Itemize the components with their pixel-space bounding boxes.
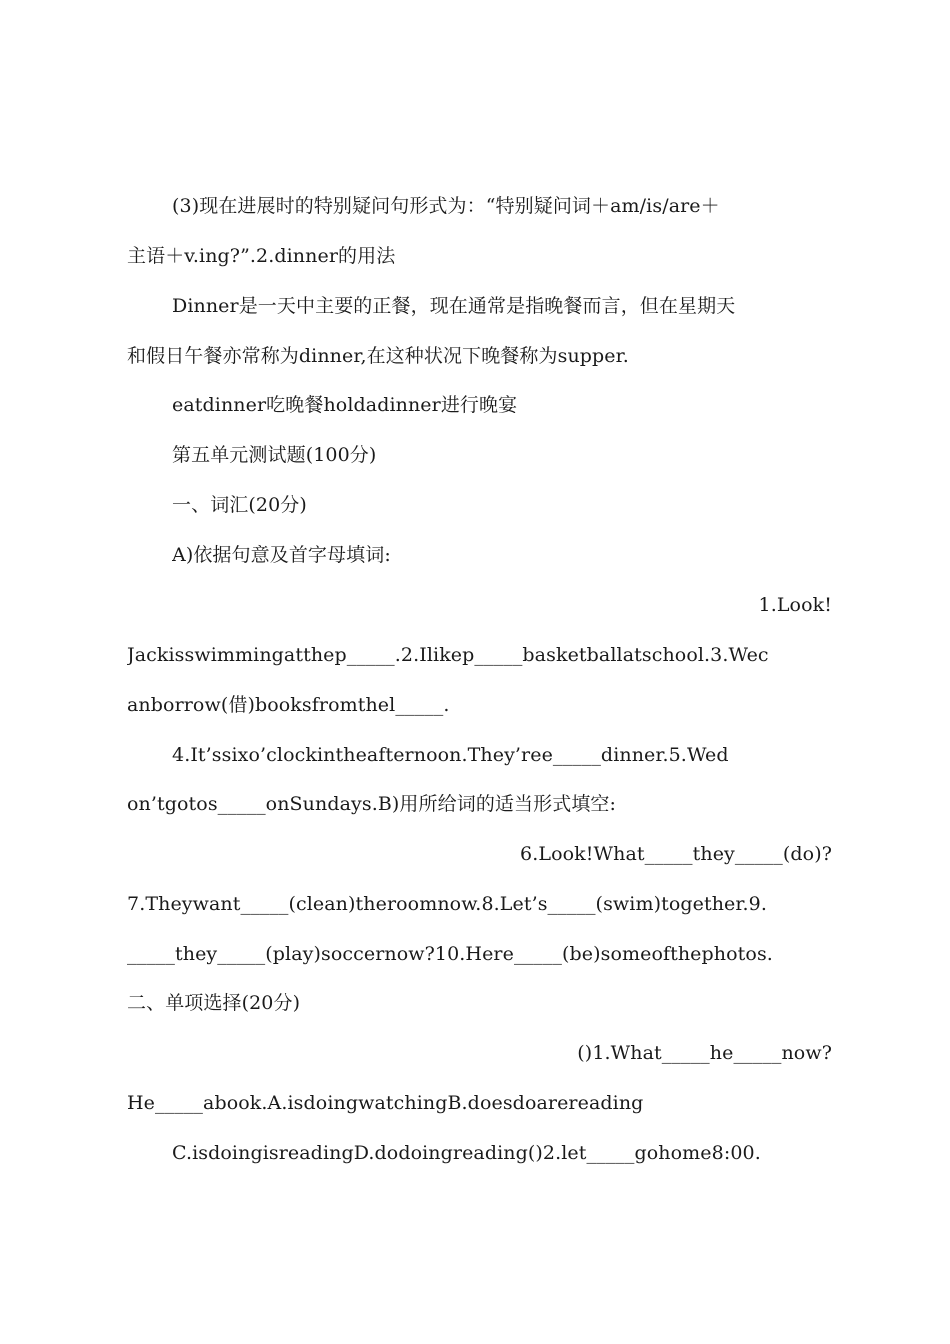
section-heading: 一、词汇(20分) — [172, 494, 307, 516]
question-line: Jackisswimmingatthep_____.2.Ilikep_____basketballatschool.3.Wec — [127, 644, 769, 666]
question-line: ()1.What_____he_____now? — [577, 1042, 832, 1064]
question-line: 6.Look!What_____they_____(do)? — [520, 843, 832, 865]
question-line: 4.It’ssixo’clockintheafternoon.They’ree_____dinner.5.Wed — [172, 744, 729, 766]
question-line: _____they_____(play)soccernow?10.Here_____(be)someofthephotos. — [127, 943, 773, 965]
question-line: anborrow(借)booksfromthel_____. — [127, 694, 450, 716]
paragraph-line: (3)现在进展时的特别疑问句形式为：“特别疑问词＋am/is/are＋ — [172, 195, 720, 217]
section-heading: 二、单项选择(20分) — [127, 992, 301, 1014]
paragraph-line: eatdinner吃晚餐holdadinner进行晚宴 — [172, 394, 518, 416]
question-line: He_____abook.A.isdoingwatchingB.doesdoarereading — [127, 1092, 644, 1114]
question-line: 7.Theywant_____(clean)theroomnow.8.Let’s_____(swim)together.9. — [127, 893, 767, 915]
section-heading: 第五单元测试题(100分) — [172, 444, 377, 466]
instruction-line: A)依据句意及首字母填词: — [172, 544, 391, 566]
question-line: C.isdoingisreadingD.dodoingreading()2.let_____gohome8:00. — [172, 1142, 761, 1164]
paragraph-line: Dinner是一天中主要的正餐，现在通常是指晚餐而言，但在星期天 — [172, 295, 736, 317]
paragraph-line: 主语＋v.ing?”.2.dinner的用法 — [127, 245, 396, 267]
question-line: 1.Look! — [758, 594, 832, 616]
question-line: on’tgotos_____onSundays.B)用所给词的适当形式填空: — [127, 793, 617, 815]
paragraph-line: 和假日午餐亦常称为dinner,在这种状况下晚餐称为supper. — [127, 345, 629, 367]
